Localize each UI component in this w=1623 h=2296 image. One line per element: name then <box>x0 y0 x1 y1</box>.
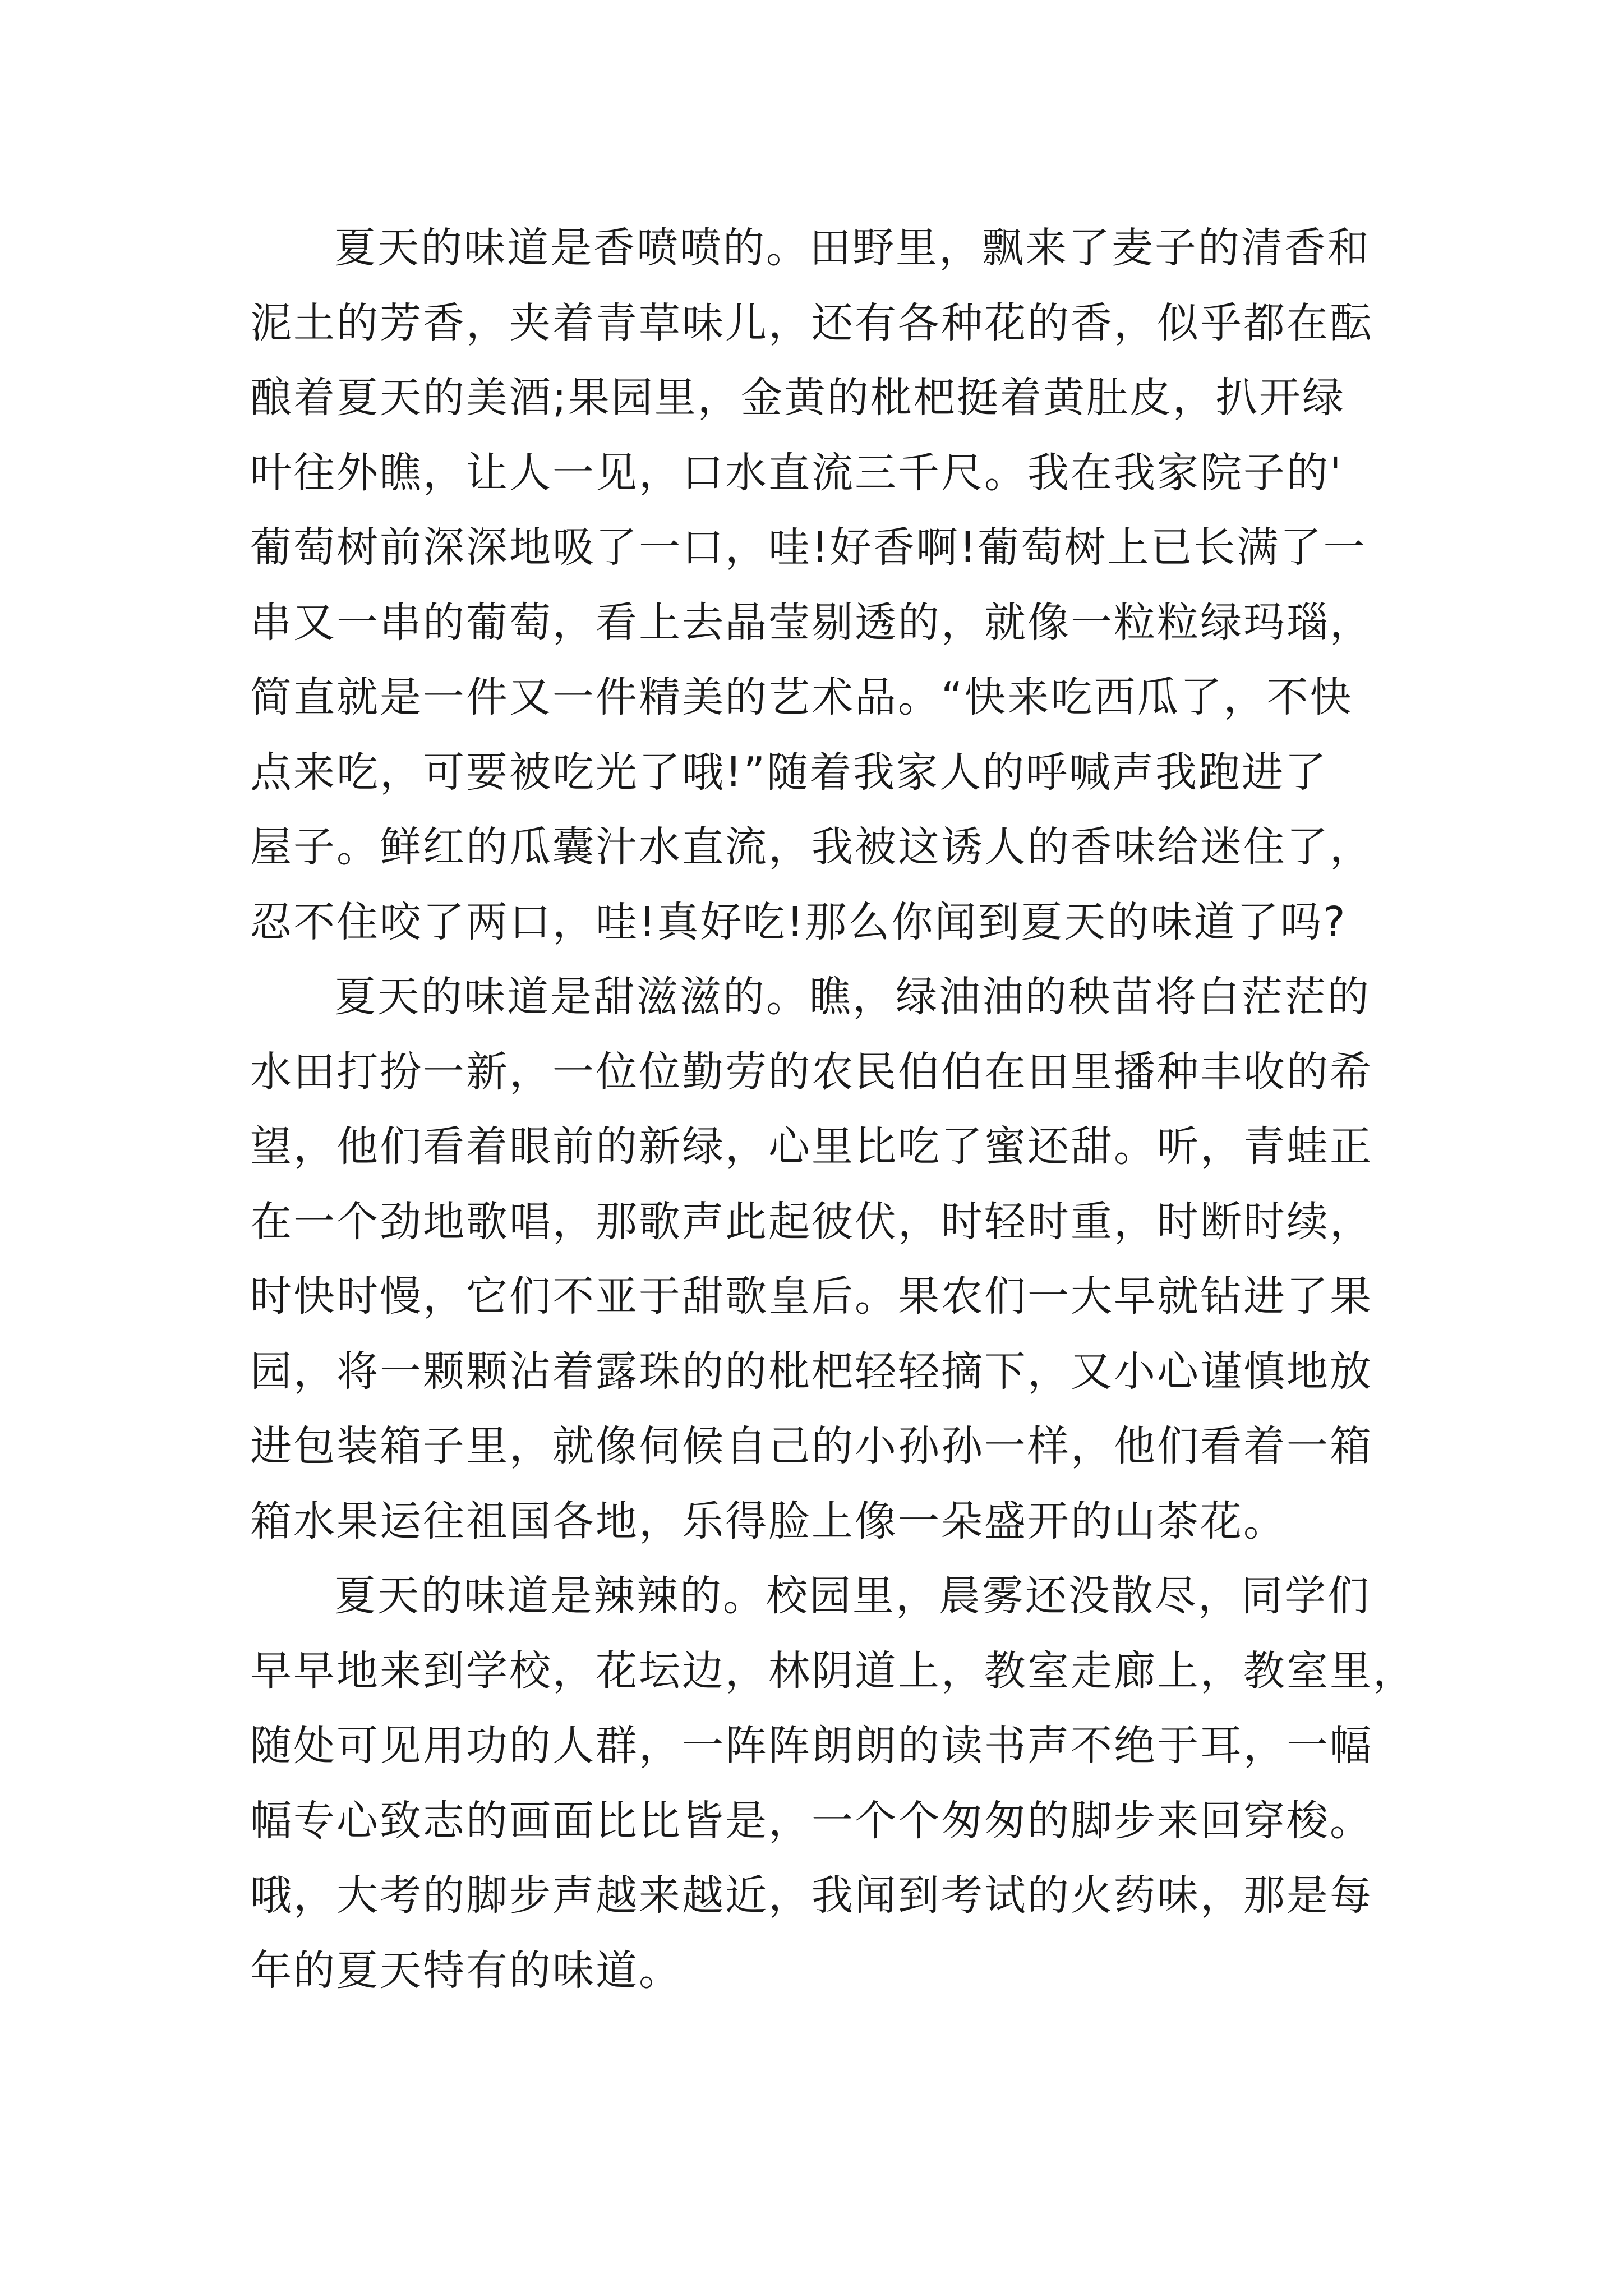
text-line: 幅专心致志的画面比比皆是，一个个匆匆的脚步来回穿梭。 <box>250 1796 1373 1845</box>
text-line: 随处可见用功的人群，一阵阵朗朗的读书声不绝于耳，一幅 <box>250 1722 1373 1770</box>
text-line: 园，将一颗颗沾着露珠的的枇杷轻轻摘下，又小心谨慎地放 <box>250 1347 1373 1396</box>
text-line: 忍不住咬了两口，哇!真好吃!那么你闻到夏天的味道了吗? <box>250 898 1347 946</box>
text-line: 箱水果运往祖国各地，乐得脸上像一朵盛开的山茶花。 <box>250 1497 1287 1545</box>
text-line: 水田打扮一新，一位位勤劳的农民伯伯在田里播种丰收的希 <box>250 1047 1373 1096</box>
text-line: 在一个劲地歌唱，那歌声此起彼伏，时轻时重，时断时续， <box>250 1197 1373 1246</box>
document-body <box>250 211 1416 2008</box>
paragraph-3 <box>250 1559 1416 2008</box>
text-line: 串又一串的葡萄，看上去晶莹剔透的，就像一粒粒绿玛瑙， <box>250 598 1373 647</box>
text-line: 简直就是一件又一件精美的艺术品。“快来吃西瓜了，不快 <box>250 673 1353 721</box>
text-line: 屋子。鲜红的瓜囊汁水直流，我被这诱人的香味给迷住了， <box>250 823 1373 871</box>
paragraph-2 <box>250 960 1400 1559</box>
text-line: 点来吃，可要被吃光了哦!”随着我家人的呼喊声我跑进了 <box>250 748 1328 797</box>
text-line: 泥土的芳香，夹着青草味儿，还有各种花的香，似乎都在酝 <box>250 298 1373 347</box>
text-line: 年的夏天特有的味道。 <box>250 1946 682 1995</box>
text-line: 叶往外瞧，让人一见，口水直流三千尺。我在我家院子的' <box>250 448 1343 497</box>
text-line: 哦，大考的脚步声越来越近，我闻到考试的火药味，那是每 <box>250 1871 1373 1920</box>
text-line: 早早地来到学校，花坛边，林阴道上，教室走廊上，教室里， <box>250 1646 1416 1695</box>
text-line: 葡萄树前深深地吸了一口，哇!好香啊!葡萄树上已长满了一 <box>250 523 1367 572</box>
text-line: 进包装箱子里，就像伺候自己的小孙孙一样，他们看着一箱 <box>250 1422 1373 1470</box>
text-line: 望，他们看着眼前的新绿，心里比吃了蜜还甜。听，青蛙正 <box>250 1122 1373 1171</box>
text-line: 夏天的味道是香喷喷的。田野里，飘来了麦子的清香和 <box>334 224 1371 272</box>
text-line: 夏天的味道是甜滋滋的。瞧，绿油油的秧苗将白茫茫的 <box>334 973 1371 1021</box>
text-line: 夏天的味道是辣辣的。校园里，晨雾还没散尽，同学们 <box>334 1572 1371 1620</box>
text-line: 时快时慢，它们不亚于甜歌皇后。果农们一大早就钻进了果 <box>250 1272 1373 1320</box>
text-line: 酿着夏天的美酒;果园里，金黄的枇杷挺着黄肚皮，扒开绿 <box>250 374 1345 422</box>
paragraph-1 <box>250 211 1400 960</box>
